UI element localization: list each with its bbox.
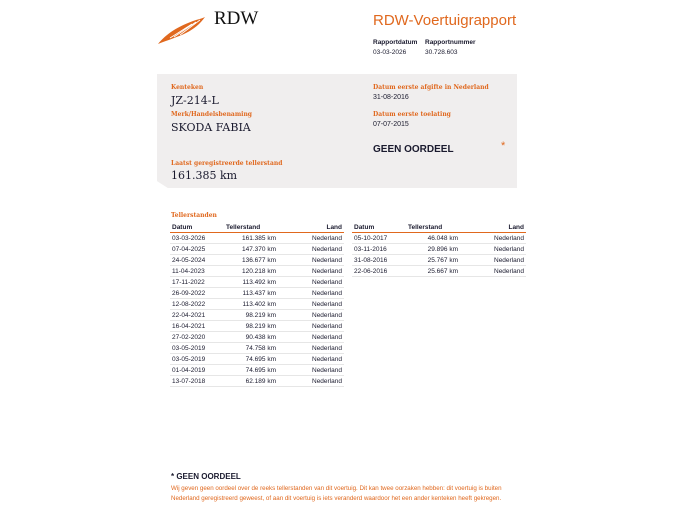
cell-date: 07-04-2025 [170,244,224,255]
cell-odometer: 25.767 km [406,255,460,266]
cell-date: 03-05-2019 [170,354,224,365]
odometer-table-left [170,223,344,387]
report-title: RDW-Voertuigrapport [373,12,517,29]
cell-date: 24-05-2024 [170,255,224,266]
table-row [352,266,526,277]
cell-country: Nederland [278,310,344,321]
cell-country: Nederland [278,233,344,244]
verdict-label: GEEN OORDEEL [373,144,454,155]
cell-country: Nederland [278,343,344,354]
cell-odometer: 161.385 km [224,233,278,244]
table-row [352,255,526,266]
table-header-row [170,223,344,233]
cell-odometer: 74.695 km [224,354,278,365]
cell-odometer: 120.218 km [224,266,278,277]
cell-date: 13-07-2018 [170,376,224,387]
cell-date: 17-11-2022 [170,277,224,288]
table-row [352,244,526,255]
col-header-date: Datum [352,223,406,233]
cell-country: Nederland [278,365,344,376]
cell-country: Nederland [460,233,526,244]
cell-country: Nederland [278,288,344,299]
table-row [170,376,344,387]
table-row [170,310,344,321]
col-header-odometer: Tellerstand [406,223,460,233]
cell-date: 16-04-2021 [170,321,224,332]
report-date-value: 03-03-2026 [373,49,407,56]
verdict-footnote-marker: * [501,140,506,152]
rdw-logo-icon [156,16,206,46]
table-row [352,233,526,244]
col-header-country: Land [278,223,344,233]
odometer-section-title: Tellerstanden [171,212,217,219]
cell-odometer: 74.758 km [224,343,278,354]
footnote-text: Wij geven geen oordeel over de reeks tellerstanden van dit voertuig. Dit kan twee oorzaken hebben: dit voertuig is buiten Nederland geregistreerd geweest, of aan dit voertuig is iets veranderd waardoor het een ander kenteken heeft gekregen. [171,485,502,502]
first-admission-value: 07-07-2015 [373,121,409,128]
cell-odometer: 136.677 km [224,255,278,266]
first-issue-value: 31-08-2016 [373,94,409,101]
cell-odometer: 98.219 km [224,310,278,321]
cell-date: 05-10-2017 [352,233,406,244]
table-row [170,255,344,266]
report-date-label: Rapportdatum [373,39,418,46]
cell-country: Nederland [278,354,344,365]
cell-date: 03-11-2016 [352,244,406,255]
cell-country: Nederland [278,266,344,277]
cell-country: Nederland [460,266,526,277]
cell-date: 22-06-2016 [352,266,406,277]
table-row [170,332,344,343]
cell-date: 31-08-2016 [352,255,406,266]
table-row [170,354,344,365]
odometer-value: 161.385 km [171,169,238,182]
cell-odometer: 25.667 km [406,266,460,277]
odometer-label: Laatst geregistreerde tellerstand [171,160,283,167]
first-admission-label: Datum eerste toelating [373,111,451,118]
make-value: SKODA FABIA [171,121,251,134]
cell-country: Nederland [278,244,344,255]
report-date-block [373,39,417,56]
cell-odometer: 113.492 km [224,277,278,288]
table-row [170,365,344,376]
cell-country: Nederland [460,244,526,255]
cell-odometer: 29.896 km [406,244,460,255]
report-number-value: 30.728.603 [425,49,458,56]
make-label: Merk/Handelsbenaming [171,111,253,118]
cell-date: 12-08-2022 [170,299,224,310]
cell-country: Nederland [278,277,344,288]
table-row [170,321,344,332]
cell-country: Nederland [278,255,344,266]
footnote-title: * GEEN OORDEEL [171,472,241,481]
report-number-block [425,39,476,56]
cell-odometer: 98.219 km [224,321,278,332]
col-header-date: Datum [170,223,224,233]
cell-odometer: 113.402 km [224,299,278,310]
cell-odometer: 147.370 km [224,244,278,255]
plate-value: JZ-214-L [171,94,219,107]
plate-label: Kenteken [171,84,204,91]
cell-country: Nederland [278,321,344,332]
table-header-row [352,223,526,233]
cell-odometer: 90.438 km [224,332,278,343]
table-row [170,299,344,310]
col-header-country: Land [460,223,526,233]
col-header-odometer: Tellerstand [224,223,278,233]
cell-country: Nederland [460,255,526,266]
cell-date: 03-05-2019 [170,343,224,354]
cell-date: 27-02-2020 [170,332,224,343]
report-number-label: Rapportnummer [425,39,476,46]
table-row [170,277,344,288]
cell-date: 11-04-2023 [170,266,224,277]
cell-odometer: 46.048 km [406,233,460,244]
cell-date: 26-09-2022 [170,288,224,299]
cell-date: 01-04-2019 [170,365,224,376]
brand-name: RDW [214,8,259,29]
table-row [170,266,344,277]
table-row [170,288,344,299]
first-issue-label: Datum eerste afgifte in Nederland [373,84,489,91]
table-row [170,244,344,255]
cell-odometer: 113.437 km [224,288,278,299]
cell-date: 03-03-2026 [170,233,224,244]
table-row [170,343,344,354]
cell-odometer: 62.189 km [224,376,278,387]
cell-country: Nederland [278,299,344,310]
cell-country: Nederland [278,376,344,387]
cell-date: 22-04-2021 [170,310,224,321]
odometer-table-right [352,223,526,277]
cell-country: Nederland [278,332,344,343]
table-row [170,233,344,244]
cell-odometer: 74.695 km [224,365,278,376]
